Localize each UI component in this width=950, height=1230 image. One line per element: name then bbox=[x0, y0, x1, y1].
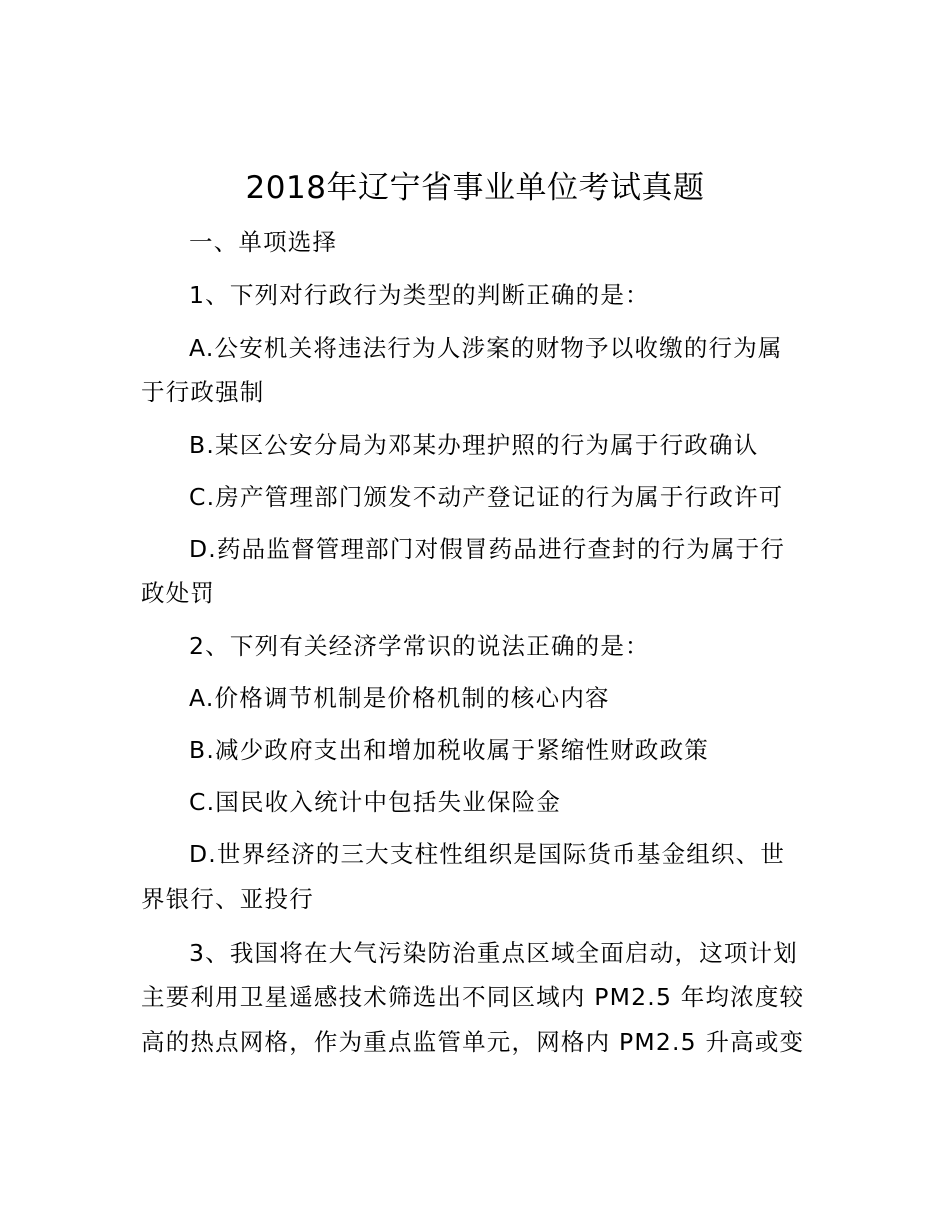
section-heading: 一、单项选择 bbox=[189, 228, 338, 256]
question-3-stem-line-3: 高的热点网格，作为重点监管单元，网格内 PM2.5 升高或变 bbox=[141, 1028, 805, 1056]
question-3-stem-line-1: 3、我国将在大气污染防治重点区域全面启动，这项计划 bbox=[189, 939, 798, 967]
question-2-stem: 2、下列有关经济学常识的说法正确的是： bbox=[189, 632, 650, 660]
question-2-option-c: C.国民收入统计中包括失业保险金 bbox=[189, 788, 562, 816]
question-2-option-d: D.世界经济的三大支柱性组织是国际货币基金组织、世 bbox=[189, 840, 786, 868]
question-2-option-d-continued: 界银行、亚投行 bbox=[141, 885, 314, 913]
question-2-option-b: B.减少政府支出和增加税收属于紧缩性财政政策 bbox=[189, 736, 709, 764]
question-1-option-d-continued: 政处罚 bbox=[141, 579, 216, 607]
question-2-option-a: A.价格调节机制是价格机制的核心内容 bbox=[189, 684, 610, 712]
question-1-option-d: D.药品监督管理部门对假冒药品进行查封的行为属于行 bbox=[189, 535, 786, 563]
page-title: 2018年辽宁省事业单位考试真题 bbox=[245, 170, 705, 206]
question-1-option-a: A.公安机关将违法行为人涉案的财物予以收缴的行为属 bbox=[189, 334, 783, 362]
question-1-option-c: C.房产管理部门颁发不动产登记证的行为属于行政许可 bbox=[189, 483, 784, 511]
question-1-stem: 1、下列对行政行为类型的判断正确的是： bbox=[189, 281, 650, 309]
question-1-option-b: B.某区公安分局为邓某办理护照的行为属于行政确认 bbox=[189, 431, 759, 459]
question-1-option-a-continued: 于行政强制 bbox=[141, 378, 265, 406]
question-3-stem-line-2: 主要利用卫星遥感技术筛选出不同区域内 PM2.5 年均浓度较 bbox=[141, 983, 805, 1011]
